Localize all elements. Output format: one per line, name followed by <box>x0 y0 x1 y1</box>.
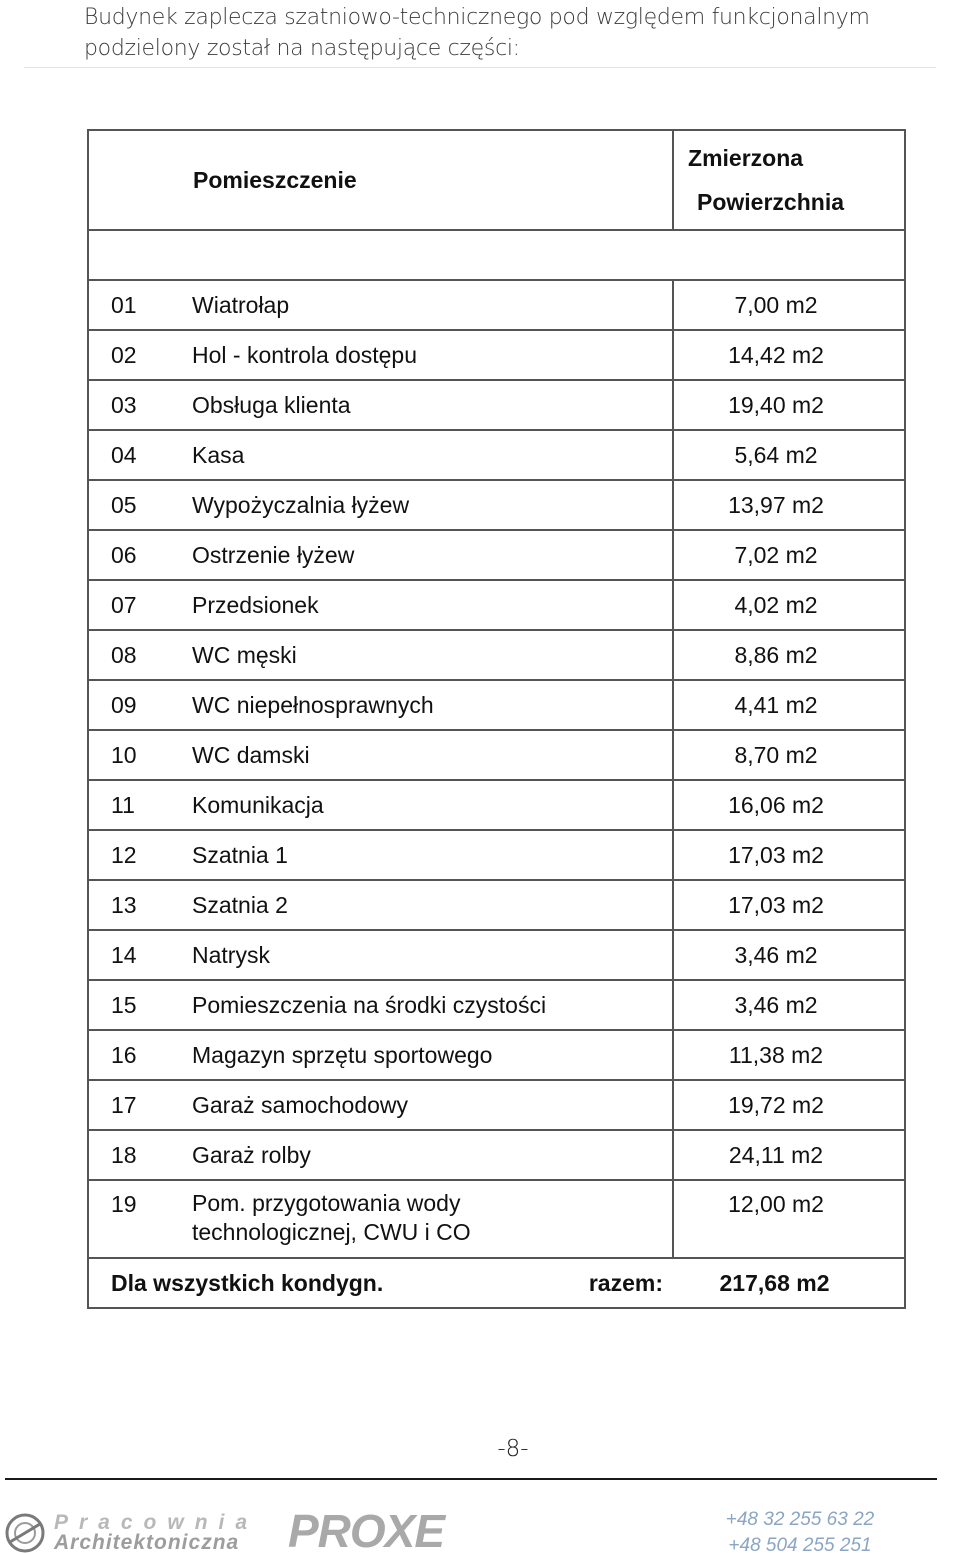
page-number: -8- <box>497 1436 529 1462</box>
table-row <box>88 930 905 980</box>
table-row <box>88 830 905 880</box>
table-row <box>88 330 905 380</box>
table-row <box>88 880 905 930</box>
total-label: Dla wszystkich kondygn. <box>111 1269 384 1296</box>
row-room-name: Magazyn sprzętu sportowego <box>169 1030 673 1080</box>
row-number: 08 <box>88 630 169 680</box>
row-room-name: Hol - kontrola dostępu <box>169 330 673 380</box>
row-number: 15 <box>88 980 169 1030</box>
table-row <box>88 1030 905 1080</box>
row-number: 10 <box>88 730 169 780</box>
header-area <box>673 130 905 230</box>
row-area: 3,46 m2 <box>673 980 905 1030</box>
company-logo <box>4 1506 474 1552</box>
table-row <box>88 1080 905 1130</box>
row-room-name-line-1: Pom. przygotowania wody <box>192 1190 461 1216</box>
row-room-name: Wypożyczalnia łyżew <box>169 480 673 530</box>
row-area: 13,97 m2 <box>673 480 905 530</box>
row-room-name: WC damski <box>169 730 673 780</box>
header-area-line-2: Powierzchnia <box>697 189 844 215</box>
row-area: 4,41 m2 <box>673 680 905 730</box>
rooms-table <box>87 129 906 1309</box>
contact-info <box>700 1507 900 1553</box>
row-area: 12,00 m2 <box>673 1180 905 1258</box>
table-row <box>88 480 905 530</box>
total-row <box>88 1258 905 1308</box>
row-room-name: Komunikacja <box>169 780 673 830</box>
table-row <box>88 1180 905 1258</box>
row-area: 19,40 m2 <box>673 380 905 430</box>
row-area: 8,70 m2 <box>673 730 905 780</box>
row-area: 8,86 m2 <box>673 630 905 680</box>
row-room-name: Wiatrołap <box>169 280 673 330</box>
row-room-name: WC męski <box>169 630 673 680</box>
total-sum: 217,68 m2 <box>673 1258 905 1308</box>
intro-line-1: Budynek zaplecza szatniowo-technicznego pod względem funkcjonalnym <box>84 5 870 30</box>
logo-text-line-2: Architektoniczna <box>54 1531 240 1553</box>
footer-divider <box>5 1478 937 1480</box>
row-room-name: Szatnia 1 <box>169 830 673 880</box>
spacer-cell <box>88 230 905 280</box>
row-area: 11,38 m2 <box>673 1030 905 1080</box>
row-area: 14,42 m2 <box>673 330 905 380</box>
table-row <box>88 730 905 780</box>
row-number: 19 <box>88 1180 169 1258</box>
total-razem: razem: <box>169 1258 673 1308</box>
logo-text-line-1: Pracownia <box>54 1511 259 1534</box>
row-room-name: Pomieszczenia na środki czystości <box>169 980 673 1030</box>
phone-2: +48 504 255 251 <box>728 1535 872 1553</box>
row-room-name <box>169 1180 673 1258</box>
table-header <box>88 130 905 230</box>
row-area: 17,03 m2 <box>673 880 905 930</box>
row-area: 16,06 m2 <box>673 780 905 830</box>
row-number: 04 <box>88 430 169 480</box>
row-number: 14 <box>88 930 169 980</box>
row-number: 18 <box>88 1130 169 1180</box>
row-area: 7,02 m2 <box>673 530 905 580</box>
room-rows <box>88 280 905 1258</box>
row-number: 03 <box>88 380 169 430</box>
row-number: 05 <box>88 480 169 530</box>
row-number: 13 <box>88 880 169 930</box>
row-number: 09 <box>88 680 169 730</box>
row-area: 19,72 m2 <box>673 1080 905 1130</box>
row-room-name: Obsługa klienta <box>169 380 673 430</box>
spacer-row <box>88 230 905 280</box>
row-number: 17 <box>88 1080 169 1130</box>
table-row <box>88 280 905 330</box>
intro-line-2: podzielony został na następujące części: <box>84 36 520 61</box>
row-number: 07 <box>88 580 169 630</box>
row-area: 4,02 m2 <box>673 580 905 630</box>
row-area: 7,00 m2 <box>673 280 905 330</box>
table-row <box>88 430 905 480</box>
row-area: 3,46 m2 <box>673 930 905 980</box>
row-room-name-line-2: technologicznej, CWU i CO <box>192 1219 471 1245</box>
row-area: 5,64 m2 <box>673 430 905 480</box>
table-row <box>88 380 905 430</box>
logo-brand: PROXE <box>288 1505 445 1553</box>
row-room-name: Kasa <box>169 430 673 480</box>
header-room: Pomieszczenie <box>88 130 673 230</box>
row-room-name: Garaż rolby <box>169 1130 673 1180</box>
row-number: 06 <box>88 530 169 580</box>
row-number: 02 <box>88 330 169 380</box>
row-number: 11 <box>88 780 169 830</box>
row-number: 01 <box>88 280 169 330</box>
row-area: 24,11 m2 <box>673 1130 905 1180</box>
table-row <box>88 580 905 630</box>
table-row <box>88 980 905 1030</box>
table-row <box>88 680 905 730</box>
table-row <box>88 1130 905 1180</box>
table-row <box>88 530 905 580</box>
table-row <box>88 630 905 680</box>
phone-1: +48 32 255 63 22 <box>725 1509 875 1530</box>
header-area-line-1: Zmierzona <box>688 145 804 171</box>
row-room-name: Garaż samochodowy <box>169 1080 673 1130</box>
row-room-name: Ostrzenie łyżew <box>169 530 673 580</box>
row-room-name: Natrysk <box>169 930 673 980</box>
top-divider <box>24 67 936 68</box>
row-room-name: WC niepełnosprawnych <box>169 680 673 730</box>
logo-emblem-icon <box>4 1512 46 1553</box>
row-room-name: Szatnia 2 <box>169 880 673 930</box>
row-number: 16 <box>88 1030 169 1080</box>
total-label-cell <box>88 1258 384 1308</box>
intro-text <box>84 2 944 64</box>
row-room-name: Przedsionek <box>169 580 673 630</box>
row-area: 17,03 m2 <box>673 830 905 880</box>
table-row <box>88 780 905 830</box>
row-number: 12 <box>88 830 169 880</box>
